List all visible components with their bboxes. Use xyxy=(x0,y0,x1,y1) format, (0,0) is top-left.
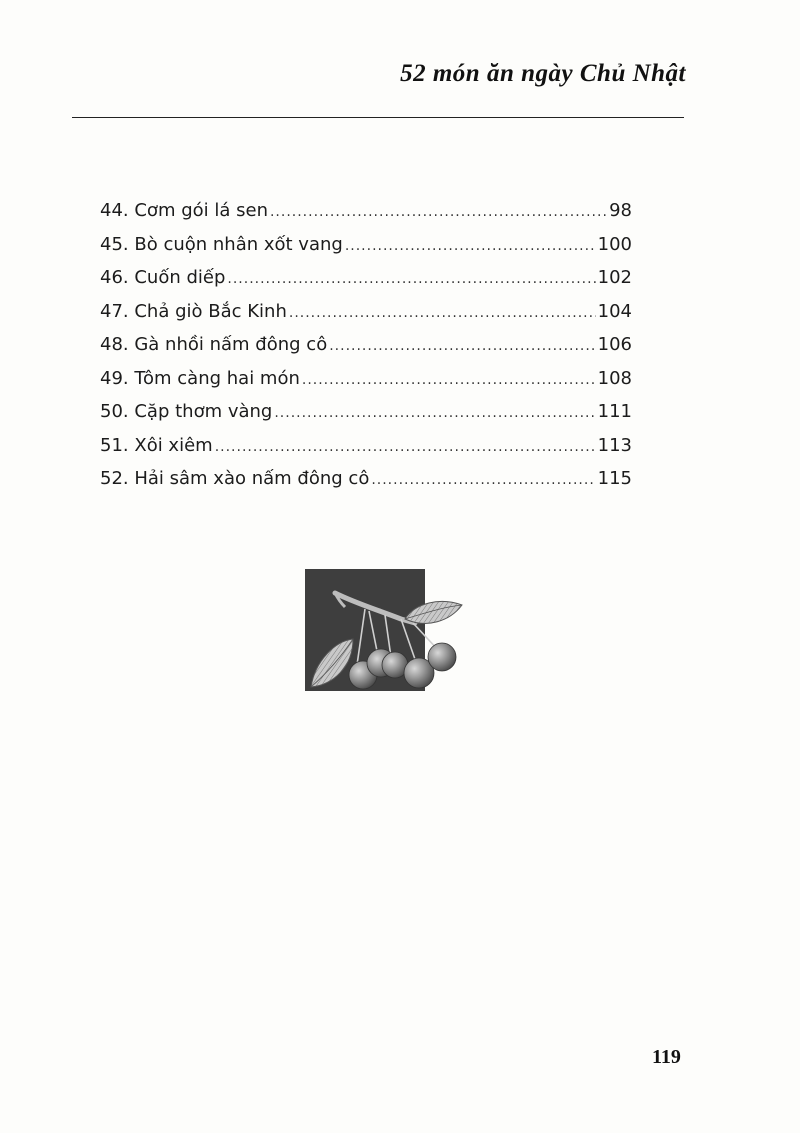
toc-entry-title: Tôm càng hai món xyxy=(134,367,300,389)
toc-entry-page: 113 xyxy=(597,434,632,456)
toc-entry-page: 115 xyxy=(597,468,632,489)
toc-entry-page: 108 xyxy=(597,367,632,389)
toc-entry[interactable] xyxy=(100,234,632,268)
toc-entry-title: Cuốn diếp xyxy=(134,267,226,288)
toc-leader-dots xyxy=(215,439,596,455)
toc-entry-title: Bò cuộn nhân xốt vang xyxy=(134,233,343,255)
toc-entry[interactable] xyxy=(100,368,632,402)
toc-entry-title: Hải sâm xào nấm đông cô xyxy=(134,468,370,489)
toc-entry-number: 45. xyxy=(100,233,135,255)
toc-entry[interactable] xyxy=(100,468,632,502)
toc-entry-title: Gà nhồi nấm đông cô xyxy=(134,334,328,355)
toc-entry[interactable] xyxy=(100,267,632,301)
toc-leader-dots xyxy=(302,372,596,388)
toc-entry-number: 47. xyxy=(100,300,135,322)
toc-leader-dots xyxy=(371,472,595,488)
toc-leader-dots xyxy=(345,238,596,254)
toc-entry-number: 44. xyxy=(100,200,135,221)
toc-entry-number: 48. xyxy=(100,334,135,355)
toc-entry-page: 102 xyxy=(597,267,632,288)
toc-entry-page: 111 xyxy=(597,401,632,422)
toc-entry-page: 100 xyxy=(597,233,632,255)
toc-entry[interactable] xyxy=(100,435,632,469)
toc-entry-title: Cặp thơm vàng xyxy=(134,401,273,422)
toc-entry[interactable] xyxy=(100,401,632,435)
toc-entry-number: 46. xyxy=(100,267,135,288)
toc-leader-dots xyxy=(270,204,607,220)
toc-leader-dots xyxy=(227,271,595,287)
toc-entry-page: 98 xyxy=(609,200,632,221)
toc-entry-title: Chả giò Bắc Kinh xyxy=(134,300,287,322)
running-header-title: 52 món ăn ngày Chủ Nhật xyxy=(400,60,686,87)
toc-entry-title: Xôi xiêm xyxy=(134,434,213,456)
toc-leader-dots xyxy=(274,405,595,421)
toc-entry[interactable] xyxy=(100,301,632,335)
toc-entry-title: Cơm gói lá sen xyxy=(134,200,268,221)
toc-entry-page: 106 xyxy=(597,334,632,355)
toc-entry-number: 52. xyxy=(100,468,135,489)
toc-entry[interactable] xyxy=(100,200,632,234)
toc-entry-page: 104 xyxy=(597,300,632,322)
table-of-contents xyxy=(100,200,632,502)
toc-entry-number: 51. xyxy=(100,434,135,456)
toc-entry[interactable] xyxy=(100,334,632,368)
page-number: 119 xyxy=(652,1046,681,1068)
toc-entry-number: 49. xyxy=(100,367,135,389)
toc-entry-number: 50. xyxy=(100,401,135,422)
header-divider xyxy=(72,117,684,118)
toc-leader-dots xyxy=(289,305,596,321)
cherry-branch-icon xyxy=(305,569,467,695)
toc-leader-dots xyxy=(329,338,595,354)
